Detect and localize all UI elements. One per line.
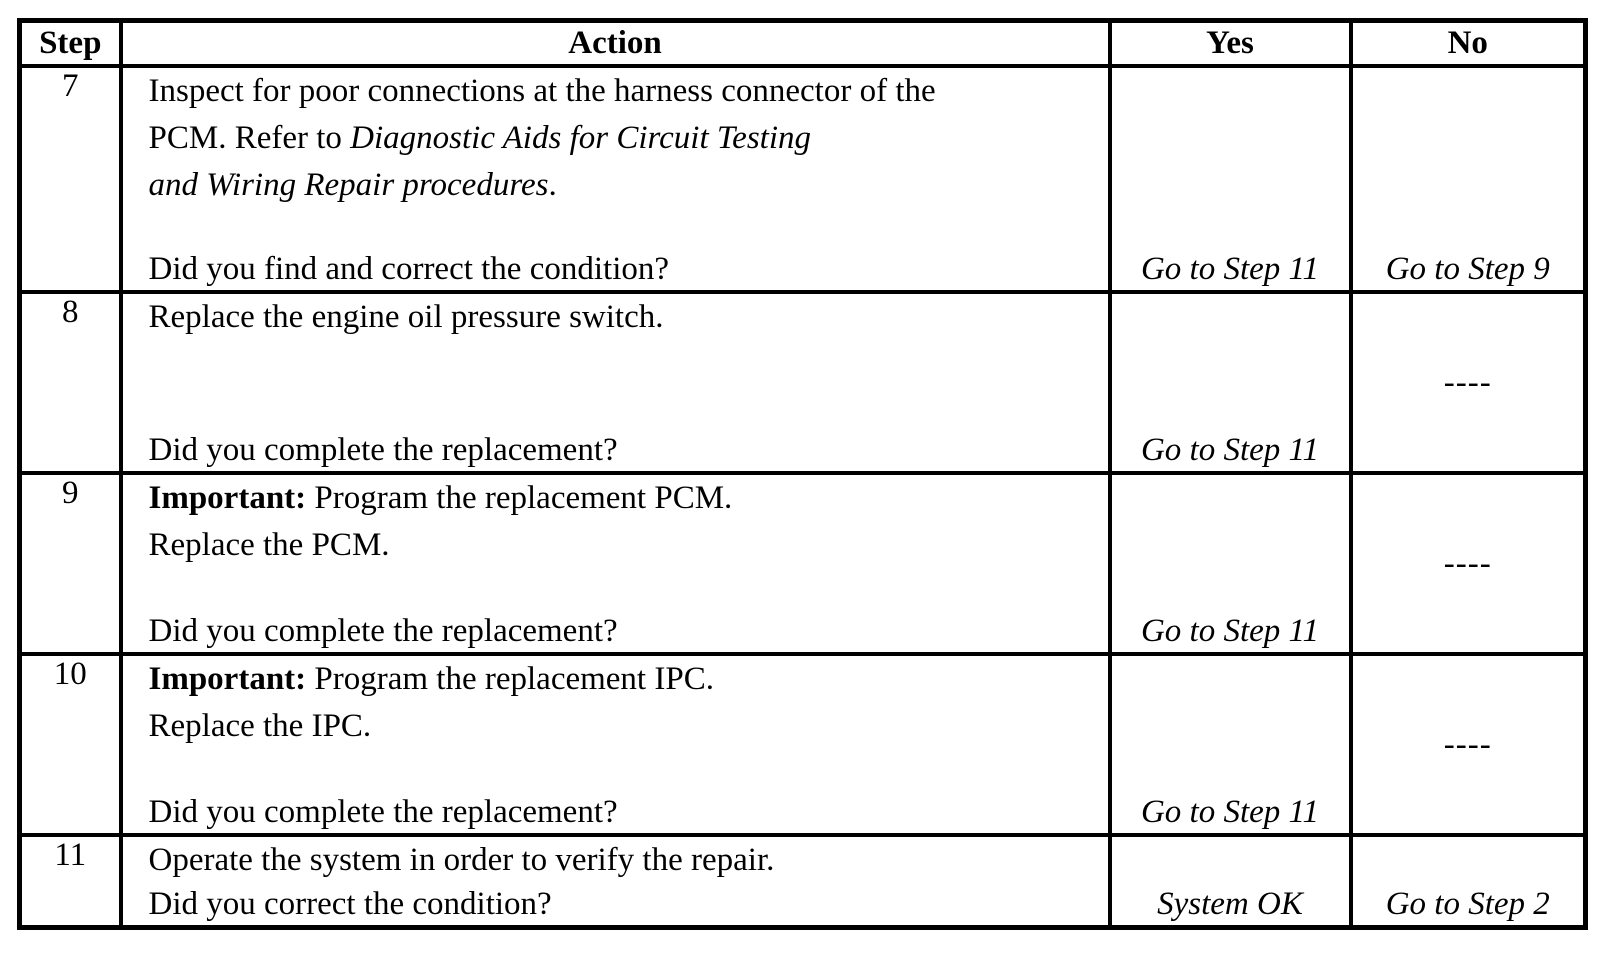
no-action-dashes: ---- [1443, 726, 1492, 762]
no-cell [1351, 66, 1586, 292]
yes-cell [1110, 292, 1351, 473]
table-row [20, 292, 1586, 473]
step-number: 11 [20, 835, 121, 928]
yes-cell [1110, 473, 1351, 654]
important-text: Program the replacement PCM. [306, 480, 733, 516]
action-line: Operate the system in order to verify the repair. [148, 842, 775, 878]
no-cell [1351, 835, 1586, 928]
no-action-dashes: ---- [1443, 545, 1492, 581]
yes-goto: Go to Step 11 [1140, 794, 1320, 830]
step-number: 7 [20, 66, 121, 292]
action-line: Replace the PCM. [148, 527, 390, 563]
no-goto: Go to Step 2 [1385, 886, 1550, 922]
no-cell [1351, 292, 1586, 473]
diagnostic-table [17, 18, 1588, 930]
yes-goto: Go to Step 11 [1140, 432, 1320, 468]
yes-cell [1110, 654, 1351, 835]
table-row [20, 654, 1586, 835]
action-text [123, 837, 1108, 883]
header-no: No [1351, 21, 1586, 67]
action-text [123, 68, 1108, 209]
action-cell [121, 473, 1110, 654]
action-text-plain: . [548, 167, 557, 203]
no-action-dashes: ---- [1443, 364, 1492, 400]
action-text [123, 475, 1108, 569]
action-line [149, 475, 1108, 522]
action-cell [121, 66, 1110, 292]
action-cell [121, 835, 1110, 928]
step-number: 9 [20, 473, 121, 654]
yes-cell [1110, 66, 1351, 292]
action-text [123, 656, 1108, 750]
action-line: Inspect for poor connections at the harness connector of the [148, 73, 936, 109]
header-action: Action [121, 21, 1110, 67]
header-yes: Yes [1110, 21, 1351, 67]
no-cell [1351, 654, 1586, 835]
header-row [20, 21, 1586, 67]
question-text: Did you complete the replacement? [148, 794, 618, 830]
action-cell [121, 292, 1110, 473]
reference-link: Diagnostic Aids for Circuit Testing [350, 120, 812, 156]
action-text-plain: PCM. Refer to [148, 120, 351, 156]
header-step: Step [20, 21, 121, 67]
action-cell [121, 654, 1110, 835]
action-line [149, 656, 1108, 703]
yes-goto: Go to Step 11 [1140, 251, 1320, 287]
question-text: Did you complete the replacement? [148, 613, 618, 649]
important-label: Important: [148, 661, 307, 697]
important-label: Important: [148, 480, 307, 516]
important-text: Program the replacement IPC. [306, 661, 714, 697]
yes-result: System OK [1157, 886, 1303, 922]
yes-cell [1110, 835, 1351, 928]
action-line [149, 162, 1108, 209]
table-row [20, 473, 1586, 654]
no-cell [1351, 473, 1586, 654]
action-text [123, 294, 1108, 341]
question-text: Did you complete the replacement? [148, 432, 618, 468]
no-goto: Go to Step 9 [1385, 251, 1550, 287]
action-line: Replace the IPC. [148, 708, 372, 744]
action-line: Replace the engine oil pressure switch. [148, 299, 664, 335]
action-line [149, 115, 1108, 162]
step-number: 8 [20, 292, 121, 473]
table-row [20, 66, 1586, 292]
reference-link: and Wiring Repair procedures [148, 167, 549, 203]
step-number: 10 [20, 654, 121, 835]
yes-goto: Go to Step 11 [1140, 613, 1320, 649]
question-text: Did you find and correct the condition? [148, 251, 670, 287]
question-text: Did you correct the condition? [148, 886, 552, 922]
table-row [20, 835, 1586, 928]
